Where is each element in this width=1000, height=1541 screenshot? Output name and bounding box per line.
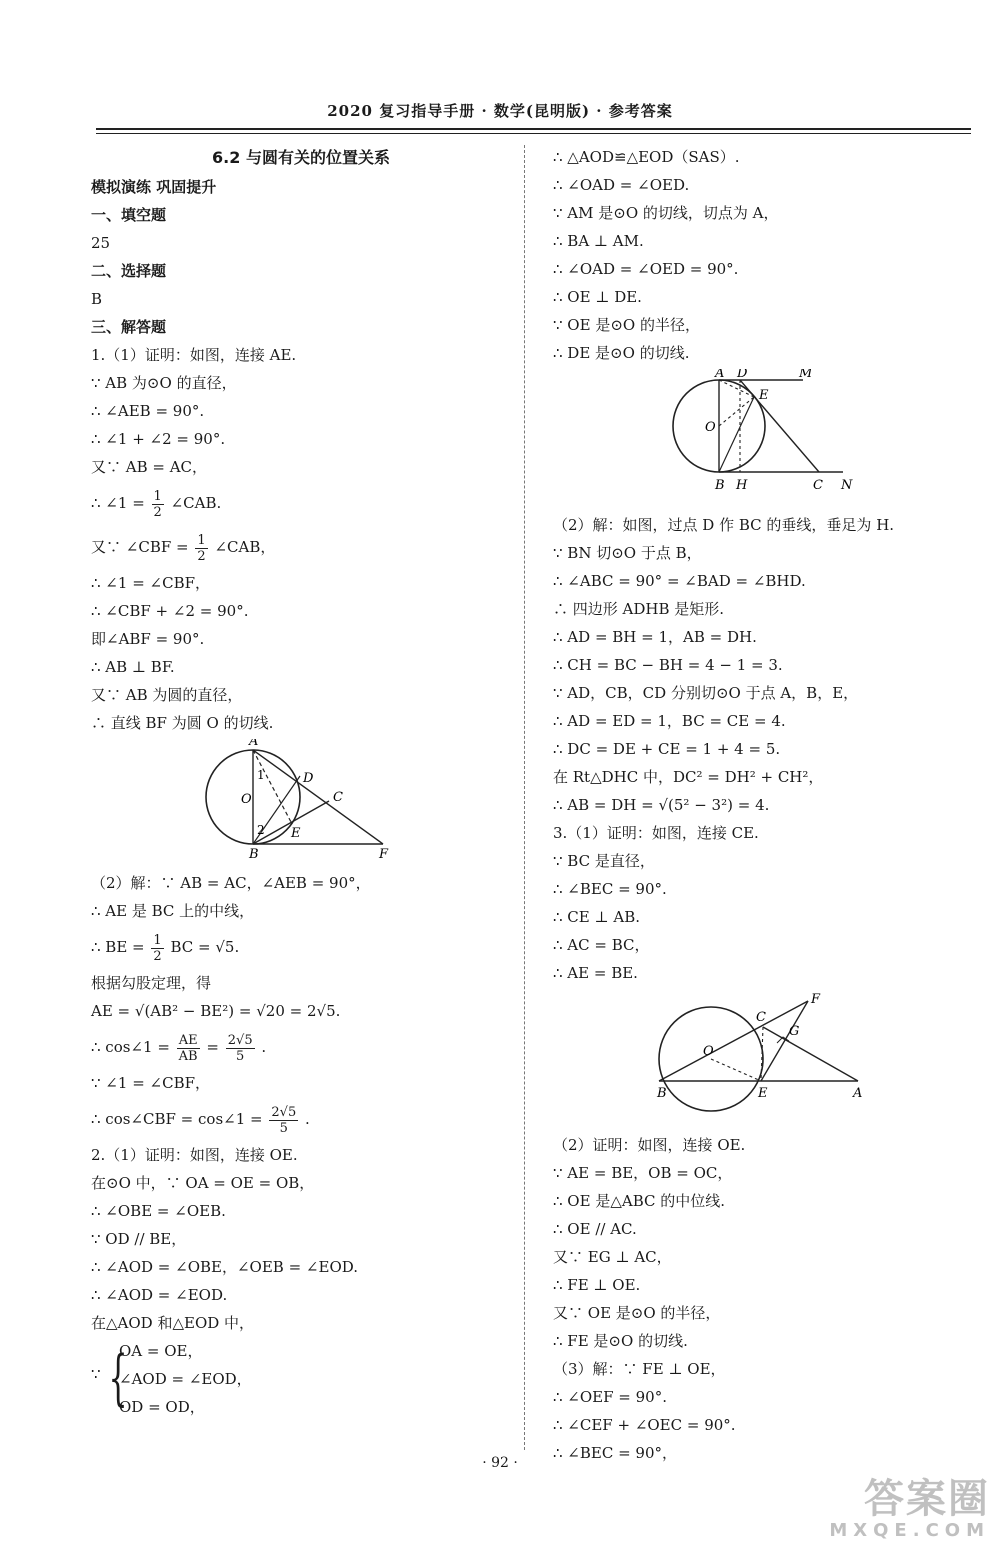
watermark-title: 答案圈 [864, 1476, 990, 1522]
solution-line: ∴ ∠OBE = ∠OEB. [91, 1202, 226, 1220]
solution-line: ∵ AM 是⊙O 的切线，切点为 A， [553, 204, 779, 222]
solution-line: ∴ ∠1 + ∠2 = 90°. [91, 430, 226, 448]
numerator: AE [177, 1033, 200, 1049]
fraction-line [91, 1097, 511, 1141]
brace-line: OA = OE， [119, 1342, 203, 1360]
label-C: C [813, 478, 823, 493]
solution-line: ∴ ∠AOD = ∠OBE，∠OEB = ∠EOD. [91, 1258, 358, 1276]
heading-multiple-choice: 二、选择题 [91, 262, 167, 280]
solution-line: ∵ AB 为⊙O 的直径， [91, 374, 237, 392]
solution-line: 即∠ABF = 90°. [91, 630, 205, 648]
label-D: D [737, 369, 748, 381]
brace-line: ∠AOD = ∠EOD， [119, 1370, 252, 1388]
fraction-suffix: . [261, 1038, 267, 1056]
label-C: C [756, 1010, 766, 1025]
fraction [177, 1033, 200, 1064]
fraction-suffix: ∠CAB， [214, 538, 276, 556]
solution-line: 2.（1）证明：如图，连接 OE. [91, 1146, 298, 1164]
fraction [151, 933, 163, 964]
page-number: · 92 · [482, 1455, 518, 1471]
subtitle: 模拟演练 巩固提升 [91, 178, 217, 196]
brace-line: OD = OD， [119, 1398, 205, 1416]
solution-line: ∵ ∠1 = ∠CBF， [91, 1074, 211, 1092]
watermark-logo [829, 1478, 990, 1541]
label-B: B [249, 847, 259, 861]
solution-line: ∵ OE 是⊙O 的半径， [553, 316, 700, 334]
fraction [195, 533, 207, 564]
solution-line: ∴ ∠BEC = 90°， [553, 1444, 678, 1462]
solution-line: ∴ ∠CBF + ∠2 = 90°. [91, 602, 249, 620]
right-column [553, 143, 963, 1467]
solution-line: ∴ ∠CEF + ∠OEC = 90°. [553, 1416, 736, 1434]
label-B: B [715, 478, 725, 493]
label-N: N [841, 478, 853, 493]
solution-line: ∴ △AOD≌△EOD（SAS）. [553, 148, 740, 166]
solution-line: ∴ AE 是 BC 上的中线， [91, 902, 255, 920]
solution-line: 在 Rt△DHC 中，DC² = DH² + CH²， [553, 768, 824, 786]
figure-3-circle-triangle [553, 989, 963, 1123]
label-1: 1 [257, 768, 265, 782]
label-F: F [379, 847, 389, 861]
solution-line: （2）证明：如图，连接 OE. [553, 1136, 746, 1154]
solution-line: 1.（1）证明：如图，连接 AE. [91, 346, 297, 364]
label-O: O [705, 420, 716, 435]
brace-conditions [91, 1337, 511, 1421]
figure-2-circle-tangents [553, 369, 963, 503]
denominator: AB [178, 1048, 198, 1064]
denominator: 5 [236, 1048, 245, 1064]
header-rule-thin [96, 133, 971, 134]
solution-line: ∴ FE 是⊙O 的切线. [553, 1332, 688, 1350]
solution-line: ∴ AB ⊥ BF. [91, 658, 175, 676]
label-H: H [736, 478, 748, 493]
fraction-line [91, 1025, 511, 1069]
fraction-suffix: . [305, 1110, 310, 1128]
solution-line: ∴ ∠AEB = 90°. [91, 402, 205, 420]
solution-line: 3.（1）证明：如图，连接 CE. [553, 824, 759, 842]
numerator: 1 [197, 532, 206, 548]
solution-line: 又∵ AB = AC， [91, 458, 208, 476]
fraction-prefix: ∴ BE = [91, 938, 145, 956]
solution-line: ∴ AD = ED = 1，BC = CE = 4. [553, 712, 786, 730]
column-divider [524, 145, 525, 1450]
fraction [152, 489, 164, 520]
solution-line: ∴ AD = BH = 1，AB = DH. [553, 628, 757, 646]
label-G: G [789, 1024, 800, 1039]
page-header [0, 100, 1000, 121]
fraction-prefix: 又∵ ∠CBF = [91, 538, 189, 556]
solution-line: ∵ OD // BE， [91, 1230, 187, 1248]
fraction-line [91, 525, 511, 569]
heading-solutions: 三、解答题 [91, 318, 167, 336]
left-column [91, 143, 511, 1421]
solution-line: ∴ OE ⊥ DE. [553, 288, 642, 306]
solution-line: ∴ AC = BC， [553, 936, 650, 954]
denominator: 2 [197, 548, 206, 564]
fraction-suffix: BC = √5. [170, 938, 240, 956]
label-A: A [715, 369, 725, 381]
figure-1-circle-tangent [91, 739, 511, 861]
solution-line: ∴ ∠OEF = 90°. [553, 1388, 667, 1406]
solution-line: ∴ DE 是⊙O 的切线. [553, 344, 690, 362]
fraction-prefix: ∴ ∠1 = [91, 494, 145, 512]
fraction-line [91, 925, 511, 969]
denominator: 2 [153, 504, 162, 520]
label-D: D [303, 771, 314, 786]
solution-line: ∴ DC = DE + CE = 1 + 4 = 5. [553, 740, 781, 758]
label-F: F [811, 992, 821, 1007]
numerator: 1 [153, 932, 162, 948]
numerator: 2√5 [271, 1104, 297, 1120]
fraction-suffix: ∠CAB. [170, 494, 222, 512]
answer-fill-blank: 25 [91, 234, 111, 252]
solution-line: ∴ AB = DH = √(5² − 3²) = 4. [553, 796, 770, 814]
solution-line: 又∵ AB 为圆的直径， [91, 686, 243, 704]
solution-line: ∵ AD，CB，CD 分别切⊙O 于点 A，B，E， [553, 684, 859, 702]
solution-line: ∴ 四边形 ADHB 是矩形. [553, 600, 725, 618]
label-E: E [759, 388, 769, 403]
label-C: C [333, 790, 343, 805]
solution-line: ∵ AE = BE，OB = OC， [553, 1164, 733, 1182]
solution-line: ∴ BA ⊥ AM. [553, 232, 644, 250]
solution-line: ∵ BC 是直径， [553, 852, 655, 870]
fraction [269, 1105, 298, 1136]
label-O: O [703, 1044, 714, 1059]
solution-line: ∴ ∠OAD = ∠OED = 90°. [553, 260, 739, 278]
label-A: A [249, 739, 259, 749]
label-M: M [799, 369, 813, 381]
fraction-prefix: ∴ cos∠CBF = cos∠1 = [91, 1110, 263, 1128]
left-brace-icon: { [108, 1343, 128, 1413]
header-title: 2020 复习指导手册 · 数学(昆明版) · 参考答案 [327, 102, 673, 120]
solution-line: ∴ FE ⊥ OE. [553, 1276, 641, 1294]
fraction [226, 1033, 255, 1064]
solution-line: ∵ BN 切⊙O 于点 B， [553, 544, 702, 562]
solution-line: 根据勾股定理，得 [91, 974, 212, 992]
solution-line: AE = √(AB² − BE²) = √20 = 2√5. [91, 1002, 341, 1020]
numerator: 1 [153, 488, 162, 504]
numerator: 2√5 [227, 1032, 253, 1048]
solution-line: ∴ OE 是△ABC 的中位线. [553, 1192, 726, 1210]
label-E: E [291, 826, 301, 841]
label-O: O [241, 792, 252, 807]
fraction-prefix: ∴ cos∠1 = [91, 1038, 170, 1056]
solution-line: ∴ 直线 BF 为圆 O 的切线. [91, 714, 274, 732]
label-B: B [657, 1086, 667, 1101]
label-2: 2 [257, 823, 265, 837]
solution-line: 又∵ EG ⊥ AC， [553, 1248, 672, 1266]
solution-line: ∴ ∠AOD = ∠EOD. [91, 1286, 228, 1304]
solution-line: ∴ CE ⊥ AB. [553, 908, 641, 926]
solution-line: ∴ ∠1 = ∠CBF， [91, 574, 211, 592]
solution-line: ∴ ∠BEC = 90°. [553, 880, 667, 898]
solution-line: ∴ AE = BE. [553, 964, 638, 982]
solution-line: （3）解：∵ FE ⊥ OE， [553, 1360, 726, 1378]
section-title: 6.2 与圆有关的位置关系 [212, 148, 390, 167]
denominator: 2 [153, 948, 162, 964]
solution-line: 又∵ OE 是⊙O 的半径， [553, 1304, 721, 1322]
because-symbol: ∵ [91, 1365, 101, 1383]
answer-multiple-choice: B [91, 290, 103, 308]
solution-line: ∴ OE // AC. [553, 1220, 637, 1238]
solution-line: 在△AOD 和△EOD 中， [91, 1314, 255, 1332]
solution-line: （2）解：如图，过点 D 作 BC 的垂线，垂足为 H. [553, 516, 895, 534]
solution-line: （2）解：∵ AB = AC，∠AEB = 90°， [91, 874, 371, 892]
solution-line: ∴ CH = BC − BH = 4 − 1 = 3. [553, 656, 783, 674]
header-rule-thick [96, 128, 971, 130]
label-A: A [853, 1086, 863, 1101]
denominator: 5 [279, 1120, 288, 1136]
heading-fill-blank: 一、填空题 [91, 206, 167, 224]
solution-line: ∴ ∠OAD = ∠OED. [553, 176, 690, 194]
watermark-url: MXQE.COM [829, 1520, 990, 1541]
fraction-line [91, 481, 511, 525]
label-E: E [758, 1086, 768, 1101]
solution-line: 在⊙O 中，∵ OA = OE = OB， [91, 1174, 315, 1192]
solution-line: ∴ ∠ABC = 90° = ∠BAD = ∠BHD. [553, 572, 806, 590]
equals: = [206, 1038, 219, 1056]
